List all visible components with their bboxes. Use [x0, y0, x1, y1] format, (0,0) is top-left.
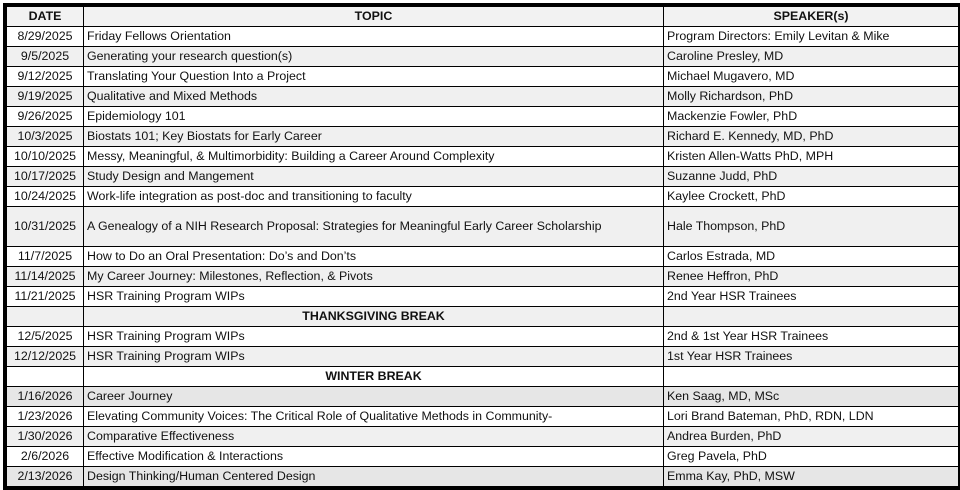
speaker-cell[interactable] [664, 307, 959, 327]
topic-cell[interactable]: Career Journey [84, 387, 664, 407]
date-cell[interactable] [7, 307, 84, 327]
speaker-cell[interactable]: 1st Year HSR Trainees [664, 347, 959, 367]
table-row [7, 107, 959, 127]
table-row [7, 387, 959, 407]
speaker-cell[interactable]: Caroline Presley, MD [664, 47, 959, 67]
table-row [7, 87, 959, 107]
topic-cell[interactable]: How to Do an Oral Presentation: Do’s and Don’ts [84, 247, 664, 267]
date-cell[interactable]: 10/10/2025 [7, 147, 84, 167]
date-cell[interactable]: 10/17/2025 [7, 167, 84, 187]
speaker-cell[interactable]: Greg Pavela, PhD [664, 447, 959, 467]
table-row [7, 327, 959, 347]
table-row [7, 267, 959, 287]
speaker-cell[interactable]: Carlos Estrada, MD [664, 247, 959, 267]
date-cell[interactable]: 10/24/2025 [7, 187, 84, 207]
topic-cell[interactable]: A Genealogy of a NIH Research Proposal: Strategies for Meaningful Early Career Scholarship [84, 207, 664, 247]
topic-cell[interactable]: My Career Journey: Milestones, Reflection, & Pivots [84, 267, 664, 287]
date-cell[interactable]: 10/3/2025 [7, 127, 84, 147]
header-row [7, 7, 959, 27]
table-row [7, 247, 959, 267]
speaker-cell[interactable]: Lori Brand Bateman, PhD, RDN, LDN [664, 407, 959, 427]
table-row [7, 407, 959, 427]
schedule-sheet [3, 3, 960, 490]
header-topic[interactable]: TOPIC [84, 7, 664, 27]
speaker-cell[interactable]: Emma Kay, PhD, MSW [664, 467, 959, 487]
date-cell[interactable]: 1/16/2026 [7, 387, 84, 407]
topic-cell[interactable]: Effective Modification & Interactions [84, 447, 664, 467]
table-row [7, 207, 959, 247]
speaker-cell[interactable]: Program Directors: Emily Levitan & Mike [664, 27, 959, 47]
topic-cell[interactable]: HSR Training Program WIPs [84, 287, 664, 307]
topic-cell[interactable]: Work-life integration as post-doc and transitioning to faculty [84, 187, 664, 207]
table-row [7, 27, 959, 47]
topic-cell[interactable]: Comparative Effectiveness [84, 427, 664, 447]
speaker-cell[interactable]: Kaylee Crockett, PhD [664, 187, 959, 207]
date-cell[interactable]: 2/13/2026 [7, 467, 84, 487]
speaker-cell[interactable]: Suzanne Judd, PhD [664, 167, 959, 187]
header-date[interactable]: DATE [7, 7, 84, 27]
topic-cell[interactable]: Translating Your Question Into a Project [84, 67, 664, 87]
topic-cell[interactable]: Messy, Meaningful, & Multimorbidity: Building a Career Around Complexity [84, 147, 664, 167]
table-row [7, 67, 959, 87]
date-cell[interactable] [7, 367, 84, 387]
speaker-cell[interactable]: Richard E. Kennedy, MD, PhD [664, 127, 959, 147]
table-row [7, 427, 959, 447]
speaker-cell[interactable]: Michael Mugavero, MD [664, 67, 959, 87]
break-label-cell[interactable]: WINTER BREAK [84, 367, 664, 387]
table-row [7, 47, 959, 67]
date-cell[interactable]: 9/12/2025 [7, 67, 84, 87]
speaker-cell[interactable]: Renee Heffron, PhD [664, 267, 959, 287]
date-cell[interactable]: 9/19/2025 [7, 87, 84, 107]
speaker-cell[interactable]: Hale Thompson, PhD [664, 207, 959, 247]
table-row [7, 447, 959, 467]
break-label-cell[interactable]: THANKSGIVING BREAK [84, 307, 664, 327]
topic-cell[interactable]: Qualitative and Mixed Methods [84, 87, 664, 107]
speaker-cell[interactable]: 2nd & 1st Year HSR Trainees [664, 327, 959, 347]
speaker-cell[interactable]: Ken Saag, MD, MSc [664, 387, 959, 407]
header-speaker[interactable]: SPEAKER(s) [664, 7, 959, 27]
schedule-table [6, 6, 959, 487]
topic-cell[interactable]: Biostats 101; Key Biostats for Early Career [84, 127, 664, 147]
speaker-cell[interactable]: 2nd Year HSR Trainees [664, 287, 959, 307]
date-cell[interactable]: 11/7/2025 [7, 247, 84, 267]
date-cell[interactable]: 11/21/2025 [7, 287, 84, 307]
date-cell[interactable]: 12/12/2025 [7, 347, 84, 367]
date-cell[interactable]: 8/29/2025 [7, 27, 84, 47]
topic-cell[interactable]: Design Thinking/Human Centered Design [84, 467, 664, 487]
schedule-rows [7, 27, 959, 487]
break-row [7, 307, 959, 327]
date-cell[interactable]: 2/6/2026 [7, 447, 84, 467]
date-cell[interactable]: 12/5/2025 [7, 327, 84, 347]
topic-cell[interactable]: Elevating Community Voices: The Critical Role of Qualitative Methods in Community- [84, 407, 664, 427]
date-cell[interactable]: 1/30/2026 [7, 427, 84, 447]
topic-cell[interactable]: HSR Training Program WIPs [84, 327, 664, 347]
date-cell[interactable]: 9/26/2025 [7, 107, 84, 127]
speaker-cell[interactable]: Kristen Allen-Watts PhD, MPH [664, 147, 959, 167]
speaker-cell[interactable]: Molly Richardson, PhD [664, 87, 959, 107]
topic-cell[interactable]: Generating your research question(s) [84, 47, 664, 67]
topic-cell[interactable]: Friday Fellows Orientation [84, 27, 664, 47]
break-row [7, 367, 959, 387]
table-row [7, 167, 959, 187]
topic-cell[interactable]: HSR Training Program WIPs [84, 347, 664, 367]
date-cell[interactable]: 11/14/2025 [7, 267, 84, 287]
table-row [7, 287, 959, 307]
table-row [7, 127, 959, 147]
date-cell[interactable]: 9/5/2025 [7, 47, 84, 67]
topic-cell[interactable]: Study Design and Mangement [84, 167, 664, 187]
table-row [7, 187, 959, 207]
table-row [7, 347, 959, 367]
topic-cell[interactable]: Epidemiology 101 [84, 107, 664, 127]
speaker-cell[interactable] [664, 367, 959, 387]
table-row [7, 147, 959, 167]
speaker-cell[interactable]: Andrea Burden, PhD [664, 427, 959, 447]
date-cell[interactable]: 10/31/2025 [7, 207, 84, 247]
speaker-cell[interactable]: Mackenzie Fowler, PhD [664, 107, 959, 127]
date-cell[interactable]: 1/23/2026 [7, 407, 84, 427]
